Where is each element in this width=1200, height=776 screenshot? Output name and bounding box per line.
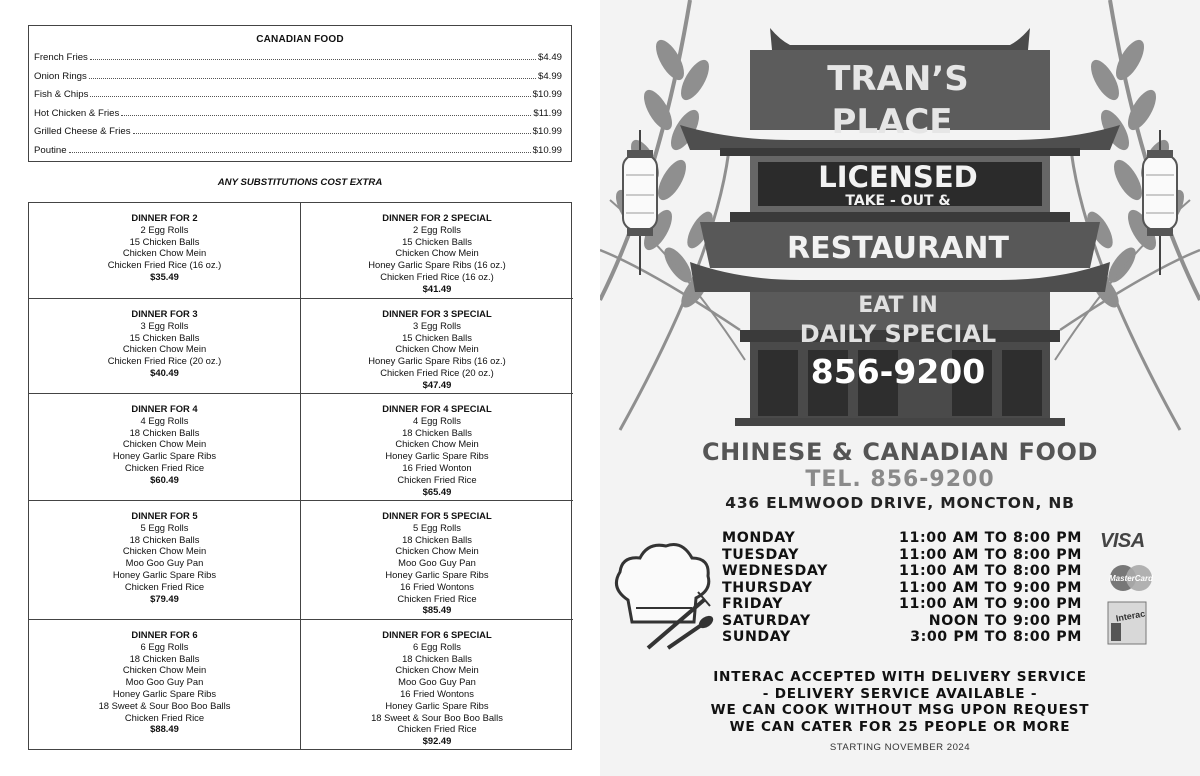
- dinner-title: DINNER FOR 3 SPECIAL: [382, 308, 492, 319]
- dinner-item: Chicken Fried Rice: [124, 711, 205, 723]
- item-price: $10.99: [532, 89, 562, 101]
- hours-day: WEDNESDAY: [722, 563, 828, 579]
- chef-hat-icon: [608, 530, 720, 650]
- pagoda-sign-artwork: [600, 0, 1200, 440]
- dinner-item: 3 Egg Rolls: [413, 319, 461, 331]
- item-name: Grilled Cheese & Fries: [34, 126, 131, 138]
- hours-row: [722, 629, 1082, 646]
- hours-row: [722, 530, 1082, 547]
- dinner-item: Honey Garlic Spare Ribs: [112, 568, 217, 580]
- dinner-item: 5 Egg Rolls: [140, 521, 189, 533]
- dinner-item: Chicken Chow Mein: [395, 664, 479, 676]
- dinner-item: 18 Sweet & Sour Boo Boo Balls: [371, 711, 503, 723]
- menu-cover-panel: [600, 0, 1200, 776]
- dinner-item: 6 Egg Rolls: [140, 640, 189, 652]
- item-name: Hot Chicken & Fries: [34, 107, 120, 119]
- service-note: WE CAN CATER FOR 25 PEOPLE OR MORE: [729, 718, 1071, 735]
- dinner-grid: [28, 202, 572, 750]
- service-note: WE CAN COOK WITHOUT MSG UPON REQUEST: [710, 702, 1090, 719]
- dot-leader: [89, 78, 536, 79]
- dinner-item: Chicken Fried Rice: [397, 473, 477, 485]
- dinner-item: 15 Chicken Balls: [402, 331, 472, 343]
- dinner-item: 2 Egg Rolls: [413, 223, 461, 235]
- visa-label: VISA: [1100, 530, 1145, 552]
- dinner-title: DINNER FOR 6: [131, 629, 198, 640]
- dinner-combo-cell: [301, 203, 573, 298]
- canadian-food-title: CANADIAN FOOD: [256, 34, 344, 45]
- dinner-item: Moo Goo Guy Pan: [398, 557, 476, 569]
- dinner-item: Chicken Chow Mein: [122, 343, 207, 355]
- canadian-food-item: [34, 89, 562, 108]
- telephone: TEL. 856-9200: [805, 467, 995, 492]
- dinner-item: Chicken Fried Rice (16 oz.): [380, 270, 494, 282]
- item-price: $10.99: [532, 126, 562, 138]
- hours-day: SATURDAY: [722, 612, 811, 629]
- dinner-item: Chicken Fried Rice: [124, 580, 205, 592]
- sign-phone: 856-9200: [810, 352, 986, 391]
- hours-table: [722, 530, 1082, 646]
- dinner-item: Chicken Fried Rice (20 oz.): [107, 355, 222, 367]
- dinner-item: Chicken Chow Mein: [122, 545, 207, 557]
- lantern-icon: [1143, 130, 1177, 275]
- dinner-title: DINNER FOR 5: [131, 510, 198, 521]
- sign-name-line2: PLACE: [831, 102, 953, 142]
- hours-time: 11:00 AM TO 8:00 PM: [899, 563, 1082, 579]
- service-notes: [600, 669, 1200, 735]
- dinner-item: Moo Goo Guy Pan: [398, 676, 476, 688]
- dinner-item: Chicken Fried Rice: [397, 723, 477, 735]
- item-name: Fish & Chips: [34, 89, 89, 101]
- dinner-combo-cell: [301, 619, 573, 749]
- hours-row: [722, 547, 1082, 564]
- dinner-item: Chicken Chow Mein: [395, 545, 479, 557]
- canadian-food-box: [28, 25, 572, 162]
- hours-time: NOON TO 9:00 PM: [928, 612, 1082, 629]
- hours-time: 11:00 AM TO 9:00 PM: [899, 579, 1082, 596]
- dinner-combo-cell: [29, 500, 301, 619]
- item-name: Poutine: [34, 144, 67, 156]
- canadian-food-list: [34, 52, 562, 164]
- dinner-item: Honey Garlic Spare Ribs (16 oz.): [368, 355, 506, 367]
- hours-row: [722, 596, 1082, 613]
- dinner-item: 16 Fried Wontons: [400, 580, 474, 592]
- dinner-title: DINNER FOR 4: [131, 403, 198, 414]
- dinner-price: $40.49: [150, 366, 179, 378]
- dinner-price: $92.49: [422, 735, 452, 747]
- dinner-combo-cell: [301, 298, 573, 393]
- dinner-item: 15 Chicken Balls: [402, 235, 472, 247]
- item-price: $10.99: [532, 144, 562, 156]
- dinner-item: 5 Egg Rolls: [413, 521, 461, 533]
- cuisine-heading: CHINESE & CANADIAN FOOD: [701, 438, 1099, 466]
- dinner-item: 18 Chicken Balls: [402, 533, 472, 545]
- item-price: $4.49: [537, 52, 562, 63]
- dinner-item: Chicken Chow Mein: [122, 438, 207, 450]
- dinner-item: Chicken Fried Rice: [124, 461, 205, 473]
- dinner-item: Chicken Chow Mein: [122, 664, 207, 676]
- hours-day: THURSDAY: [722, 579, 813, 596]
- dot-leader: [90, 59, 536, 60]
- dinner-item: 18 Chicken Balls: [402, 652, 472, 664]
- dinner-item: Chicken Chow Mein: [395, 343, 479, 355]
- dinner-price: $41.49: [422, 282, 452, 294]
- canadian-food-item: [34, 52, 562, 71]
- dinner-price: $47.49: [422, 378, 452, 390]
- dinner-item: Chicken Chow Mein: [395, 247, 479, 259]
- hours-time: 11:00 AM TO 8:00 PM: [899, 546, 1082, 563]
- canadian-food-item: [34, 145, 562, 164]
- dinner-title: DINNER FOR 2 SPECIAL: [382, 212, 492, 223]
- dinner-price: $88.49: [150, 723, 179, 735]
- dinner-combo-cell: [301, 393, 573, 500]
- dinner-item: Moo Goo Guy Pan: [125, 676, 204, 688]
- dinner-combo-cell: [29, 203, 301, 298]
- hours-row: [722, 580, 1082, 597]
- dinner-item: 4 Egg Rolls: [140, 414, 189, 426]
- sign-takeout: TAKE - OUT &: [845, 193, 951, 209]
- lantern-icon: [623, 130, 657, 275]
- hours-time: 3:00 PM TO 8:00 PM: [910, 629, 1082, 645]
- dinner-item: 3 Egg Rolls: [140, 319, 189, 331]
- dinner-title: DINNER FOR 3: [131, 308, 198, 319]
- item-name: Onion Rings: [34, 70, 87, 82]
- service-note: INTERAC ACCEPTED WITH DELIVERY SERVICE: [713, 669, 1087, 685]
- dot-leader: [69, 152, 531, 153]
- item-price: $11.99: [533, 107, 562, 119]
- dinner-item: Chicken Chow Mein: [122, 247, 207, 259]
- dinner-item: 18 Sweet & Sour Boo Boo Balls: [98, 699, 231, 711]
- dinner-item: Chicken Fried Rice: [397, 592, 477, 604]
- dinner-item: 16 Fried Wontons: [400, 687, 474, 699]
- dinner-title: DINNER FOR 2: [131, 212, 198, 223]
- dinner-item: Honey Garlic Spare Ribs (16 oz.): [368, 259, 506, 271]
- sign-daily-special: DAILY SPECIAL: [799, 320, 997, 348]
- dinner-item: 18 Chicken Balls: [129, 426, 200, 438]
- visa-logo: [1100, 530, 1158, 554]
- hours-time: 11:00 AM TO 9:00 PM: [899, 596, 1082, 612]
- dinner-item: 18 Chicken Balls: [129, 652, 200, 664]
- interac-logo: [1107, 601, 1147, 645]
- sign-licensed: LICENSED: [818, 160, 978, 194]
- dinner-title: DINNER FOR 6 SPECIAL: [382, 629, 492, 640]
- dinner-combo-cell: [29, 393, 301, 500]
- dinner-item: 15 Chicken Balls: [129, 331, 200, 343]
- item-price: $4.99: [537, 70, 562, 82]
- dinner-item: Chicken Fried Rice (20 oz.): [380, 366, 494, 378]
- dinner-item: Honey Garlic Spare Ribs: [385, 568, 489, 580]
- dinner-item: 18 Chicken Balls: [402, 426, 472, 438]
- item-name: French Fries: [34, 52, 88, 63]
- dinner-price: $65.49: [422, 485, 452, 497]
- sign-eat-in: EAT IN: [858, 293, 938, 318]
- dinner-item: Honey Garlic Spare Ribs: [112, 450, 217, 462]
- service-note: - DELIVERY SERVICE AVAILABLE -: [762, 685, 1038, 702]
- dinner-title: DINNER FOR 4 SPECIAL: [382, 403, 492, 414]
- interac-label: Interac: [1115, 608, 1146, 624]
- hours-day: SUNDAY: [722, 629, 791, 645]
- dinner-title: DINNER FOR 5 SPECIAL: [382, 510, 492, 521]
- starting-date: STARTING NOVEMBER 2024: [829, 742, 971, 753]
- wheat-icon: [600, 0, 745, 430]
- mastercard-label: MasterCard: [1108, 574, 1154, 583]
- dot-leader: [90, 96, 530, 97]
- dinner-price: $35.49: [150, 270, 179, 282]
- dinner-item: 15 Chicken Balls: [129, 235, 200, 247]
- hours-day: FRIDAY: [722, 596, 784, 612]
- hours-day: MONDAY: [722, 530, 796, 546]
- dinner-item: 18 Chicken Balls: [129, 533, 200, 545]
- dinner-item: 2 Egg Rolls: [140, 223, 189, 235]
- canadian-food-item: [34, 71, 562, 90]
- sign-restaurant: RESTAURANT: [787, 231, 1009, 266]
- dinner-combo-cell: [29, 619, 301, 749]
- hours-time: 11:00 AM TO 8:00 PM: [899, 530, 1082, 546]
- wheat-icon: [1055, 0, 1200, 430]
- hours-day: TUESDAY: [722, 546, 799, 563]
- canadian-food-item: [34, 108, 562, 127]
- dinner-item: 4 Egg Rolls: [413, 414, 461, 426]
- address: 436 ELMWOOD DRIVE, MONCTON, NB: [725, 494, 1075, 512]
- dinner-item: Chicken Fried Rice (16 oz.): [107, 259, 222, 271]
- dinner-price: $85.49: [422, 604, 452, 616]
- dot-leader: [133, 133, 531, 134]
- dinner-item: Honey Garlic Spare Ribs: [385, 450, 489, 462]
- dinner-item: Moo Goo Guy Pan: [125, 557, 204, 569]
- mastercard-logo: [1104, 563, 1158, 593]
- dinner-item: Honey Garlic Spare Ribs: [112, 687, 217, 699]
- hours-row: [722, 613, 1082, 630]
- dinner-price: $79.49: [150, 592, 179, 604]
- canadian-food-item: [34, 126, 562, 145]
- sign-name-line1: TRAN’S: [827, 59, 969, 99]
- dinner-item: Chicken Chow Mein: [395, 438, 479, 450]
- dinner-item: Honey Garlic Spare Ribs: [385, 699, 489, 711]
- dinner-price: $60.49: [150, 473, 179, 485]
- hours-row: [722, 563, 1082, 580]
- dinner-item: 16 Fried Wonton: [402, 461, 472, 473]
- dinner-combo-cell: [29, 298, 301, 393]
- dinner-item: 6 Egg Rolls: [413, 640, 461, 652]
- substitutions-note: ANY SUBSTITUTIONS COST EXTRA: [217, 177, 383, 188]
- dot-leader: [121, 115, 531, 116]
- dinner-combo-cell: [301, 500, 573, 619]
